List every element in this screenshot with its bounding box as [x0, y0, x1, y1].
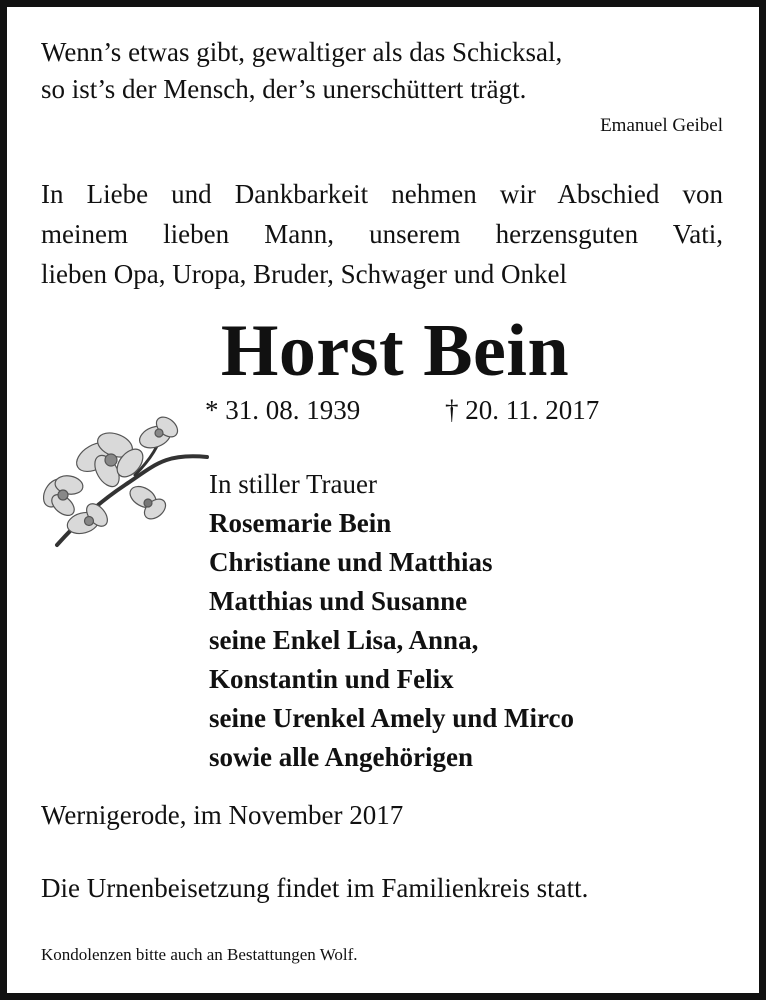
orchid-branch-icon: [35, 405, 215, 555]
intro-line-2: meinem lieben Mann, unserem herzensguten Vati,: [41, 219, 723, 249]
quote-line-1: Wenn’s etwas gibt, gewaltiger als das Schicksal,: [41, 37, 563, 67]
mourner-5: Konstantin und Felix: [209, 664, 454, 694]
mourner-1: Rosemarie Bein: [209, 508, 392, 538]
burial-note: Die Urnenbeisetzung findet im Familienkreis statt.: [41, 873, 589, 903]
mourner-4: seine Enkel Lisa, Anna,: [209, 625, 479, 655]
place-date: Wernigerode, im November 2017: [41, 800, 404, 830]
birth-date: * 31. 08. 1939: [205, 395, 361, 425]
mourner-3: Matthias und Susanne: [209, 586, 468, 616]
intro-line-1: In Liebe und Dankbarkeit nehmen wir Abschied von: [41, 179, 723, 209]
mourners-heading: In stiller Trauer: [209, 469, 377, 499]
condolence-note: Kondolenzen bitte auch an Bestattungen Wolf.: [41, 945, 358, 964]
mourner-2: Christiane und Matthias: [209, 547, 493, 577]
quote-author: Emanuel Geibel: [600, 115, 723, 136]
death-date: † 20. 11. 2017: [445, 395, 600, 425]
intro-line-3: lieben Opa, Uropa, Bruder, Schwager und Onkel: [41, 259, 568, 289]
mourner-7: sowie alle Angehörigen: [209, 742, 473, 772]
mourner-6: seine Urenkel Amely und Mirco: [209, 703, 574, 733]
deceased-name: Horst Bein: [220, 310, 570, 392]
quote-line-2: so ist’s der Mensch, der’s unerschüttert trägt.: [41, 74, 527, 104]
